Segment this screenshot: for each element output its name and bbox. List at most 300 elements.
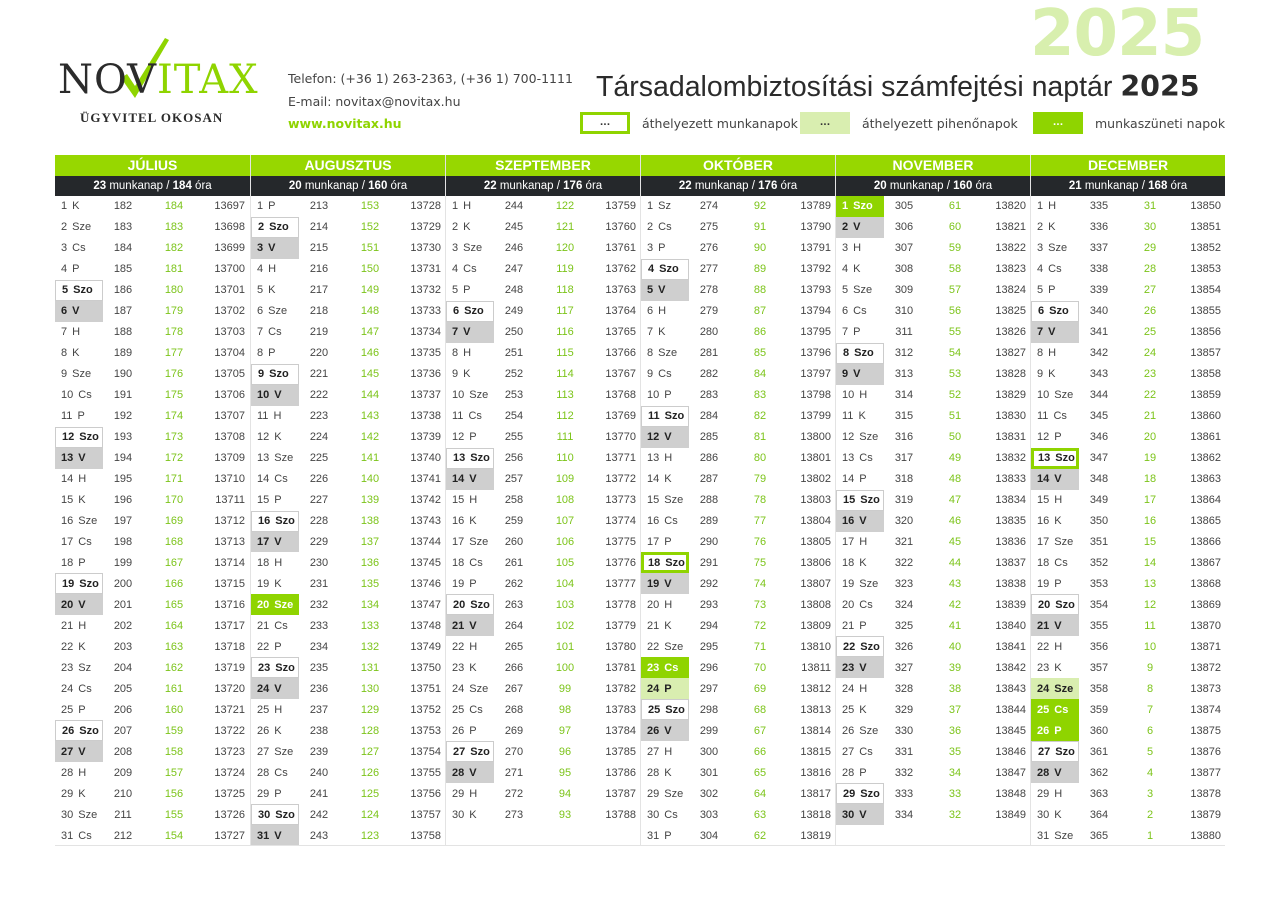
serial-day-number: 13745 bbox=[410, 556, 441, 569]
day-label: 27 Szo bbox=[446, 741, 494, 762]
day-row bbox=[1031, 573, 1225, 594]
days-remaining: 43 bbox=[948, 577, 962, 590]
day-label: 7 V bbox=[1031, 322, 1079, 343]
days-remaining: 165 bbox=[164, 598, 184, 611]
day-label: 15 K bbox=[61, 494, 86, 507]
days-remaining: 94 bbox=[558, 787, 572, 800]
serial-day-number: 13824 bbox=[995, 284, 1026, 297]
serial-day-number: 13864 bbox=[1190, 494, 1221, 507]
days-remaining: 15 bbox=[1143, 535, 1157, 548]
days-remaining: 24 bbox=[1143, 347, 1157, 360]
day-row bbox=[836, 406, 1030, 427]
workday-label: munkanap bbox=[1084, 180, 1139, 192]
day-of-year: 300 bbox=[699, 745, 719, 758]
day-label: 20 Sze bbox=[251, 594, 299, 615]
serial-day-number: 13842 bbox=[995, 661, 1026, 674]
day-row bbox=[446, 741, 640, 762]
website-link[interactable]: www.novitax.hu bbox=[288, 116, 402, 131]
day-row bbox=[446, 406, 640, 427]
days-remaining: 179 bbox=[164, 305, 184, 318]
serial-day-number: 13817 bbox=[800, 787, 831, 800]
day-label: 22 H bbox=[452, 640, 478, 653]
days-remaining: 171 bbox=[164, 473, 184, 486]
month-summary bbox=[251, 176, 445, 196]
day-of-year: 355 bbox=[1089, 619, 1109, 632]
serial-day-number: 13728 bbox=[410, 200, 441, 213]
serial-day-number: 13850 bbox=[1190, 200, 1221, 213]
day-of-year: 307 bbox=[894, 242, 914, 255]
day-label: 2 K bbox=[1037, 221, 1056, 234]
day-label: 11 H bbox=[257, 410, 282, 423]
days-remaining: 44 bbox=[948, 556, 962, 569]
day-of-year: 205 bbox=[113, 682, 133, 695]
serial-day-number: 13797 bbox=[800, 368, 831, 381]
days-remaining: 158 bbox=[164, 745, 184, 758]
days-remaining: 6 bbox=[1146, 724, 1154, 737]
serial-day-number: 13744 bbox=[410, 535, 441, 548]
day-label: 17 P bbox=[647, 535, 672, 548]
day-of-year: 324 bbox=[894, 598, 914, 611]
day-of-year: 187 bbox=[113, 305, 133, 318]
days-remaining: 103 bbox=[555, 598, 575, 611]
day-label: 6 Sze bbox=[257, 305, 288, 318]
day-of-year: 291 bbox=[699, 556, 719, 569]
day-of-year: 237 bbox=[309, 703, 329, 716]
day-row bbox=[55, 469, 250, 490]
days-remaining: 54 bbox=[948, 347, 962, 360]
days-remaining: 148 bbox=[360, 305, 380, 318]
day-of-year: 341 bbox=[1089, 326, 1109, 339]
day-row bbox=[836, 636, 1030, 657]
day-of-year: 189 bbox=[113, 347, 133, 360]
serial-day-number: 13715 bbox=[214, 577, 245, 590]
days-remaining: 50 bbox=[948, 431, 962, 444]
serial-day-number: 13854 bbox=[1190, 284, 1221, 297]
day-of-year: 321 bbox=[894, 535, 914, 548]
serial-day-number: 13704 bbox=[214, 347, 245, 360]
day-row bbox=[641, 573, 835, 594]
day-row bbox=[1031, 511, 1225, 532]
day-row bbox=[641, 804, 835, 825]
serial-day-number: 13845 bbox=[995, 724, 1026, 737]
days-remaining: 88 bbox=[753, 284, 767, 297]
day-label: 29 K bbox=[61, 787, 86, 800]
day-label: 21 K bbox=[647, 619, 672, 632]
day-of-year: 214 bbox=[309, 221, 329, 234]
serial-day-number: 13713 bbox=[214, 535, 245, 548]
days-remaining: 126 bbox=[360, 766, 380, 779]
day-of-year: 305 bbox=[894, 200, 914, 213]
days-remaining: 65 bbox=[753, 766, 767, 779]
day-of-year: 338 bbox=[1089, 263, 1109, 276]
days-remaining: 125 bbox=[360, 787, 380, 800]
day-row bbox=[251, 804, 445, 825]
day-row bbox=[446, 573, 640, 594]
day-label: 22 H bbox=[1037, 640, 1063, 653]
serial-day-number: 13853 bbox=[1190, 263, 1221, 276]
workday-count: 23 bbox=[93, 180, 107, 192]
month-name: AUGUSZTUS bbox=[251, 155, 445, 176]
day-of-year: 328 bbox=[894, 682, 914, 695]
day-label: 6 H bbox=[647, 305, 667, 318]
serial-day-number: 13786 bbox=[605, 766, 636, 779]
day-label: 5 Sze bbox=[842, 284, 873, 297]
serial-day-number: 13699 bbox=[214, 242, 245, 255]
days-remaining: 174 bbox=[164, 410, 184, 423]
day-label: 14 H bbox=[61, 473, 87, 486]
day-row bbox=[836, 385, 1030, 406]
serial-day-number: 13863 bbox=[1190, 473, 1221, 486]
days-remaining: 161 bbox=[164, 682, 184, 695]
serial-day-number: 13709 bbox=[214, 452, 245, 465]
workday-count: 21 bbox=[1068, 180, 1082, 192]
serial-day-number: 13835 bbox=[995, 515, 1026, 528]
day-label: 31 Cs bbox=[61, 829, 92, 842]
day-row bbox=[641, 762, 835, 783]
day-of-year: 345 bbox=[1089, 410, 1109, 423]
days-remaining: 85 bbox=[753, 347, 767, 360]
day-of-year: 331 bbox=[894, 745, 914, 758]
day-label: 9 V bbox=[836, 364, 884, 385]
days-remaining: 42 bbox=[948, 598, 962, 611]
day-of-year: 238 bbox=[309, 724, 329, 737]
day-label: 10 Sze bbox=[1037, 389, 1074, 402]
serial-day-number: 13735 bbox=[410, 347, 441, 360]
days-remaining: 157 bbox=[164, 766, 184, 779]
day-of-year: 344 bbox=[1089, 389, 1109, 402]
day-label: 20 Cs bbox=[842, 598, 873, 611]
serial-day-number: 13714 bbox=[214, 556, 245, 569]
days-remaining: 163 bbox=[164, 640, 184, 653]
month-column bbox=[640, 155, 835, 846]
day-of-year: 229 bbox=[309, 535, 329, 548]
day-label: 28 Cs bbox=[257, 766, 288, 779]
day-label: 26 V bbox=[641, 720, 689, 741]
days-remaining: 55 bbox=[948, 326, 962, 339]
days-remaining: 172 bbox=[164, 452, 184, 465]
day-row bbox=[446, 196, 640, 217]
serial-day-number: 13860 bbox=[1190, 410, 1221, 423]
day-label: 16 K bbox=[452, 515, 477, 528]
days-remaining: 28 bbox=[1143, 263, 1157, 276]
day-row bbox=[1031, 720, 1225, 741]
serial-day-number: 13808 bbox=[800, 598, 831, 611]
day-row bbox=[446, 699, 640, 720]
day-row bbox=[1031, 532, 1225, 553]
serial-day-number: 13836 bbox=[995, 535, 1026, 548]
day-label: 6 Szo bbox=[1031, 301, 1079, 322]
days-remaining: 137 bbox=[360, 535, 380, 548]
day-of-year: 357 bbox=[1089, 661, 1109, 674]
day-of-year: 353 bbox=[1089, 577, 1109, 590]
day-of-year: 266 bbox=[504, 661, 524, 674]
serial-day-number: 13764 bbox=[605, 305, 636, 318]
days-remaining: 80 bbox=[753, 452, 767, 465]
day-label: 23 K bbox=[452, 661, 477, 674]
day-label: 15 Sze bbox=[647, 494, 684, 507]
days-remaining: 72 bbox=[753, 619, 767, 632]
day-row bbox=[836, 762, 1030, 783]
day-of-year: 325 bbox=[894, 619, 914, 632]
serial-day-number: 13812 bbox=[800, 682, 831, 695]
serial-day-number: 13865 bbox=[1190, 515, 1221, 528]
day-of-year: 222 bbox=[309, 389, 329, 402]
serial-day-number: 13873 bbox=[1190, 682, 1221, 695]
day-row bbox=[641, 678, 835, 699]
logo-part2: ITAX bbox=[156, 57, 259, 103]
serial-day-number: 13874 bbox=[1190, 703, 1221, 716]
legend-label: áthelyezett munkanapok bbox=[642, 115, 798, 131]
days-remaining: 17 bbox=[1143, 494, 1157, 507]
day-label: 16 Sze bbox=[61, 515, 98, 528]
serial-day-number: 13790 bbox=[800, 221, 831, 234]
day-label: 20 Szo bbox=[446, 594, 494, 615]
days-remaining: 34 bbox=[948, 766, 962, 779]
month-summary bbox=[641, 176, 835, 196]
month-name: OKTÓBER bbox=[641, 155, 835, 176]
day-label: 15 H bbox=[1037, 494, 1063, 507]
serial-day-number: 13737 bbox=[410, 389, 441, 402]
day-row bbox=[55, 657, 250, 678]
days-remaining: 178 bbox=[164, 326, 184, 339]
day-label: 13 Cs bbox=[842, 452, 873, 465]
days-remaining: 69 bbox=[753, 682, 767, 695]
serial-day-number: 13722 bbox=[214, 724, 245, 737]
day-label: 29 P bbox=[257, 787, 282, 800]
day-row bbox=[446, 301, 640, 322]
serial-day-number: 13843 bbox=[995, 682, 1026, 695]
serial-day-number: 13877 bbox=[1190, 766, 1221, 779]
logo-wordmark bbox=[58, 58, 259, 102]
day-row bbox=[251, 825, 445, 846]
serial-day-number: 13718 bbox=[214, 640, 245, 653]
serial-day-number: 13776 bbox=[605, 556, 636, 569]
day-label: 29 Szo bbox=[836, 783, 884, 804]
days-remaining: 71 bbox=[753, 640, 767, 653]
serial-day-number: 13740 bbox=[410, 452, 441, 465]
day-of-year: 209 bbox=[113, 766, 133, 779]
serial-day-number: 13760 bbox=[605, 221, 636, 234]
separator: / bbox=[946, 180, 950, 192]
serial-day-number: 13875 bbox=[1190, 724, 1221, 737]
days-remaining: 37 bbox=[948, 703, 962, 716]
days-remaining: 168 bbox=[164, 535, 184, 548]
serial-day-number: 13712 bbox=[214, 515, 245, 528]
days-remaining: 127 bbox=[360, 745, 380, 758]
day-of-year: 202 bbox=[113, 619, 133, 632]
day-label: 14 V bbox=[446, 469, 494, 490]
serial-day-number: 13756 bbox=[410, 787, 441, 800]
day-row bbox=[836, 594, 1030, 615]
days-remaining: 62 bbox=[753, 829, 767, 842]
day-label: 18 P bbox=[61, 556, 86, 569]
month-summary bbox=[836, 176, 1030, 196]
day-row bbox=[251, 406, 445, 427]
day-label: 27 Cs bbox=[842, 745, 873, 758]
day-row bbox=[446, 322, 640, 343]
day-row bbox=[836, 196, 1030, 217]
day-of-year: 289 bbox=[699, 515, 719, 528]
day-row bbox=[836, 678, 1030, 699]
day-row bbox=[836, 699, 1030, 720]
day-label: 11 Cs bbox=[452, 410, 482, 423]
day-label: 18 Szo bbox=[641, 552, 689, 573]
day-label: 31 Sze bbox=[1037, 829, 1074, 842]
day-label: 28 H bbox=[61, 766, 87, 779]
day-label: 24 Sze bbox=[1031, 678, 1079, 699]
days-remaining: 162 bbox=[164, 661, 184, 674]
day-of-year: 337 bbox=[1089, 242, 1109, 255]
serial-day-number: 13779 bbox=[605, 619, 636, 632]
day-row bbox=[836, 448, 1030, 469]
day-row bbox=[1031, 804, 1225, 825]
serial-day-number: 13773 bbox=[605, 494, 636, 507]
day-row bbox=[55, 322, 250, 343]
days-remaining: 140 bbox=[360, 473, 380, 486]
days-remaining: 112 bbox=[556, 410, 574, 423]
days-remaining: 96 bbox=[558, 745, 572, 758]
day-label: 24 H bbox=[842, 682, 868, 695]
days-remaining: 25 bbox=[1143, 326, 1157, 339]
day-of-year: 231 bbox=[309, 577, 329, 590]
day-of-year: 348 bbox=[1089, 473, 1109, 486]
day-of-year: 360 bbox=[1089, 724, 1109, 737]
day-row bbox=[1031, 406, 1225, 427]
days-remaining: 146 bbox=[360, 347, 380, 360]
month-summary bbox=[55, 176, 250, 196]
day-row bbox=[836, 511, 1030, 532]
hour-count: 176 bbox=[758, 180, 778, 192]
day-row bbox=[641, 825, 835, 846]
day-of-year: 226 bbox=[309, 473, 329, 486]
day-row bbox=[641, 783, 835, 804]
day-label: 15 Szo bbox=[836, 490, 884, 511]
serial-day-number: 13708 bbox=[214, 431, 245, 444]
day-row bbox=[446, 490, 640, 511]
day-of-year: 320 bbox=[894, 515, 914, 528]
day-row bbox=[641, 615, 835, 636]
day-of-year: 197 bbox=[113, 515, 133, 528]
separator: / bbox=[1141, 180, 1145, 192]
day-of-year: 218 bbox=[309, 305, 329, 318]
serial-day-number: 13851 bbox=[1190, 221, 1221, 234]
day-of-year: 235 bbox=[309, 661, 329, 674]
day-label: 8 P bbox=[257, 347, 276, 360]
day-label: 4 Cs bbox=[1037, 263, 1062, 276]
serial-day-number: 13813 bbox=[800, 703, 831, 716]
day-of-year: 194 bbox=[113, 452, 133, 465]
serial-day-number: 13771 bbox=[605, 452, 636, 465]
days-remaining: 23 bbox=[1143, 368, 1157, 381]
serial-day-number: 13717 bbox=[214, 619, 245, 632]
day-of-year: 196 bbox=[113, 494, 133, 507]
day-row bbox=[836, 238, 1030, 259]
day-of-year: 264 bbox=[504, 619, 524, 632]
days-remaining: 82 bbox=[753, 410, 767, 423]
days-remaining: 9 bbox=[1146, 661, 1154, 674]
day-row bbox=[446, 594, 640, 615]
day-row bbox=[251, 301, 445, 322]
day-row bbox=[55, 217, 250, 238]
days-remaining: 156 bbox=[164, 787, 184, 800]
days-remaining: 111 bbox=[556, 431, 574, 444]
day-label: 7 V bbox=[446, 322, 494, 343]
serial-day-number: 13880 bbox=[1190, 829, 1221, 842]
serial-day-number: 13702 bbox=[214, 305, 245, 318]
serial-day-number: 13856 bbox=[1190, 326, 1221, 339]
day-label: 22 K bbox=[61, 640, 86, 653]
day-label: 4 P bbox=[61, 263, 80, 276]
day-row bbox=[251, 573, 445, 594]
day-row bbox=[446, 364, 640, 385]
day-row bbox=[641, 406, 835, 427]
day-label: 11 Cs bbox=[1037, 410, 1067, 423]
day-label: 25 Cs bbox=[452, 703, 483, 716]
day-label: 18 H bbox=[257, 556, 283, 569]
day-label: 18 K bbox=[842, 556, 867, 569]
day-of-year: 335 bbox=[1089, 200, 1109, 213]
day-label: 5 P bbox=[452, 284, 471, 297]
days-remaining: 84 bbox=[753, 368, 767, 381]
day-of-year: 210 bbox=[113, 787, 133, 800]
day-row bbox=[251, 469, 445, 490]
days-remaining: 51 bbox=[948, 410, 962, 423]
days-remaining: 152 bbox=[360, 221, 380, 234]
serial-day-number: 13847 bbox=[995, 766, 1026, 779]
days-remaining: 60 bbox=[948, 221, 962, 234]
day-label: 10 H bbox=[842, 389, 868, 402]
day-row bbox=[1031, 196, 1225, 217]
days-remaining: 56 bbox=[948, 305, 962, 318]
day-row bbox=[251, 427, 445, 448]
day-row bbox=[641, 741, 835, 762]
day-label: 19 P bbox=[1037, 577, 1062, 590]
day-label: 7 K bbox=[647, 326, 666, 339]
day-of-year: 350 bbox=[1089, 515, 1109, 528]
serial-day-number: 13710 bbox=[214, 473, 245, 486]
day-of-year: 332 bbox=[894, 766, 914, 779]
serial-day-number: 13746 bbox=[410, 577, 441, 590]
day-of-year: 256 bbox=[504, 452, 524, 465]
day-label: 27 Sze bbox=[257, 745, 294, 758]
serial-day-number: 13800 bbox=[800, 431, 831, 444]
day-label: 4 H bbox=[257, 263, 277, 276]
serial-day-number: 13789 bbox=[800, 200, 831, 213]
day-row bbox=[55, 343, 250, 364]
day-of-year: 260 bbox=[504, 535, 524, 548]
serial-day-number: 13788 bbox=[605, 808, 636, 821]
day-row bbox=[446, 657, 640, 678]
day-label: 1 K bbox=[61, 200, 80, 213]
day-of-year: 297 bbox=[699, 682, 719, 695]
serial-day-number: 13763 bbox=[605, 284, 636, 297]
day-row bbox=[55, 490, 250, 511]
day-row bbox=[55, 532, 250, 553]
serial-day-number: 13766 bbox=[605, 347, 636, 360]
serial-day-number: 13804 bbox=[800, 515, 831, 528]
day-of-year: 206 bbox=[113, 703, 133, 716]
title-year: 2025 bbox=[1120, 70, 1200, 103]
serial-day-number: 13775 bbox=[605, 535, 636, 548]
day-row bbox=[641, 238, 835, 259]
day-label: 23 Sz bbox=[61, 661, 92, 674]
day-of-year: 243 bbox=[309, 829, 329, 842]
day-label: 13 Szo bbox=[446, 448, 494, 469]
day-of-year: 269 bbox=[504, 724, 524, 737]
day-of-year: 270 bbox=[504, 745, 524, 758]
days-remaining: 138 bbox=[360, 515, 380, 528]
serial-day-number: 13879 bbox=[1190, 808, 1221, 821]
